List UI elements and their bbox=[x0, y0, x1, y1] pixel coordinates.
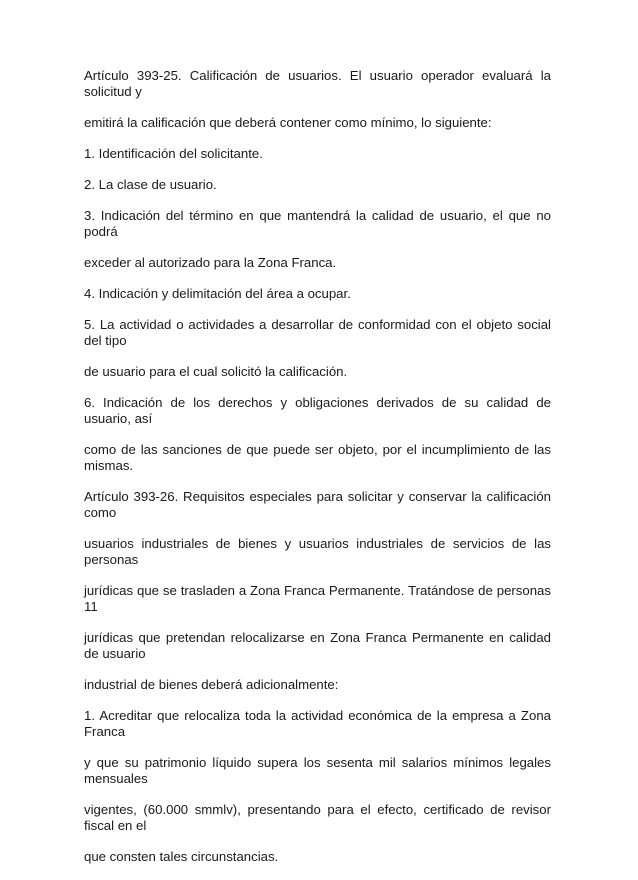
paragraph-industrial-bienes: industrial de bienes deberá adicionalmente: bbox=[84, 677, 339, 692]
list-item-identificacion: 1. Identificación del solicitante. bbox=[84, 146, 263, 161]
list-item-termino: 3. Indicación del término en que mantendrá la calidad de usuario, el que no podrá bbox=[84, 208, 551, 239]
paragraph-article-393-25-heading: Artículo 393-25. Calificación de usuarios. El usuario operador evaluará la solicitud y bbox=[84, 68, 551, 99]
paragraph-usuarios-industriales: usuarios industriales de bienes y usuarios industriales de servicios de las personas bbox=[84, 536, 551, 567]
paragraph-relocalizarse: jurídicas que pretendan relocalizarse en Zona Franca Permanente en calidad de usuario bbox=[84, 630, 551, 661]
list-item-area: 4. Indicación y delimitación del área a ocupar. bbox=[84, 286, 351, 301]
list-item-acreditar: 1. Acreditar que relocaliza toda la actividad económica de la empresa a Zona Franca bbox=[84, 708, 551, 739]
paragraph-personas-juridicas: jurídicas que se trasladen a Zona Franca Permanente. Tratándose de personas 11 bbox=[84, 583, 551, 614]
paragraph-circunstancias: que consten tales circunstancias. bbox=[84, 849, 279, 864]
paragraph-termino-continued: exceder al autorizado para la Zona Franca. bbox=[84, 255, 337, 270]
paragraph-derechos-continued: como de las sanciones de que puede ser objeto, por el incumplimiento de las mismas. bbox=[84, 442, 551, 473]
paragraph-article-393-26-heading: Artículo 393-26. Requisitos especiales para solicitar y conservar la calificación como bbox=[84, 489, 551, 520]
paragraph-actividades-continued: de usuario para el cual solicitó la calificación. bbox=[84, 364, 348, 379]
document-body bbox=[84, 68, 551, 880]
paragraph-patrimonio: y que su patrimonio líquido supera los sesenta mil salarios mínimos legales mensuales bbox=[84, 755, 551, 786]
list-item-clase-usuario: 2. La clase de usuario. bbox=[84, 177, 217, 192]
paragraph-calificacion-content: emitirá la calificación que deberá contener como mínimo, lo siguiente: bbox=[84, 115, 492, 130]
paragraph-certificado: vigentes, (60.000 smmlv), presentando para el efecto, certificado de revisor fiscal en el bbox=[84, 802, 551, 833]
list-item-derechos: 6. Indicación de los derechos y obligaciones derivados de su calidad de usuario, así bbox=[84, 395, 551, 426]
list-item-actividades: 5. La actividad o actividades a desarrollar de conformidad con el objeto social del tipo bbox=[84, 317, 551, 348]
